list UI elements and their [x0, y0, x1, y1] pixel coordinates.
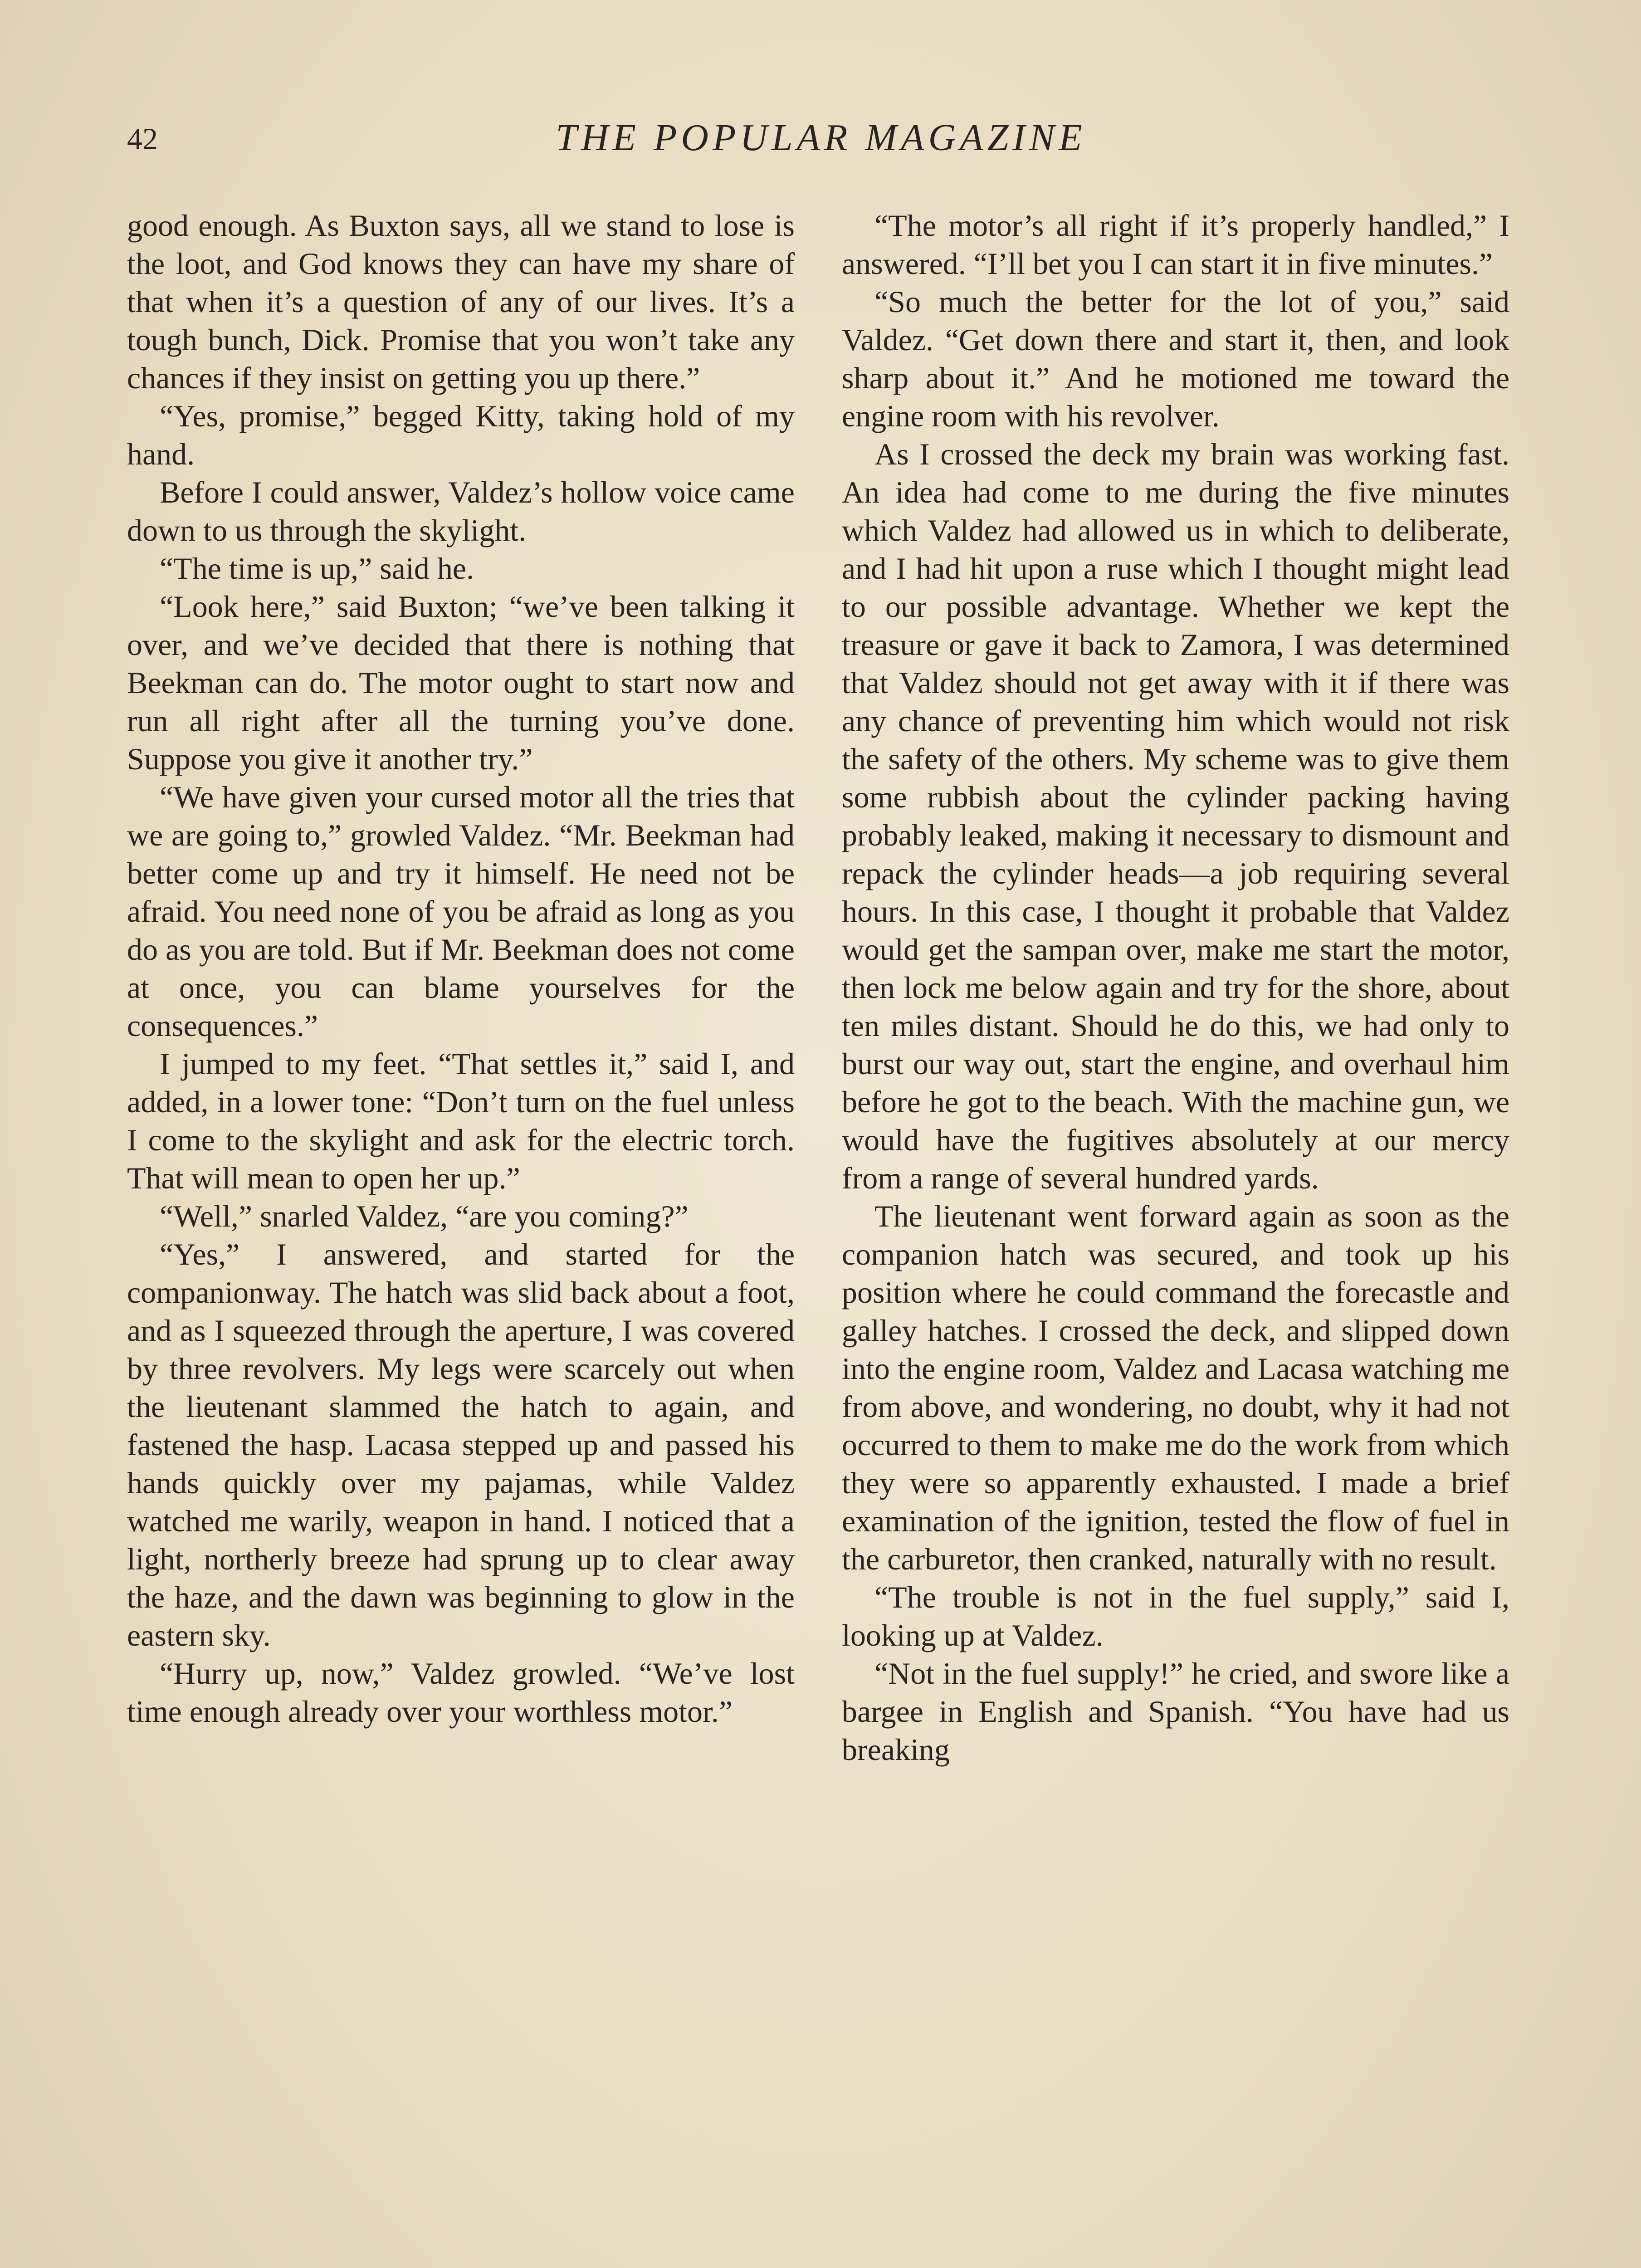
paragraph: “The time is up,” said he. [160, 551, 474, 586]
paragraph: “We have given your cursed motor all the tries that we are going to,” growled Valdez. “Mr. Beekman had better come up and try it himself. He need not be afraid. You need none of you be afraid as long as you do as you are told. But if Mr. Beekman does not come at once, you can blame yourselves for the consequences.” [127, 780, 795, 1043]
paragraph: “Yes,” I answered, and started for the companionway. The hatch was slid back about a foot, and as I squeezed through the aperture, I was covered by three revolvers. My legs were scarcely out when the lieutenant slammed the hatch to again, and fastened the hasp. Lacasa stepped up and passed his hands quickly over my pajamas, while Valdez watched me warily, weapon in hand. I noticed that a light, northerly breeze had sprung up to clear away the haze, and the dawn was beginning to glow in the eastern sky. [127, 1237, 795, 1652]
paragraph: “Not in the fuel supply!” he cried, and swore like a bargee in English and Spanish. “You have had us breaking [842, 1656, 1509, 1767]
running-title: THE POPULAR MAGAZINE [556, 117, 1086, 159]
paragraph: As I crossed the deck my brain was working fast. An idea had come to me during the five minutes which Valdez had allowed us in which to deliberate, and I had hit upon a ruse which I thought might lead to our possible advantage. Whether we kept the treasure or gave it back to Zamora, I was determined that Valdez should not get away with it if there was any chance of preventing him which would not risk the safety of the others. My scheme was to give them some rubbish about the cylinder packing having probably leaked, making it necessary to dismount and repack the cylinder heads—a job requiring several hours. In this case, I thought it probable that Valdez would get the sampan over, make me start the motor, then lock me below again and try for the shore, about ten miles distant. Should he do this, we had only to burst our way out, start the engine, and overhaul him before he got to the beach. With the machine gun, we would have the fugitives absolutely at our mercy from a range of several hundred yards. [842, 437, 1509, 1195]
paragraph: “So much the better for the lot of you,” said Valdez. “Get down there and start it, then, and look sharp about it.” And he motioned me toward the engine room with his revolver. [842, 284, 1509, 433]
page-header [127, 116, 1515, 166]
page-number: 42 [127, 122, 158, 156]
right-column [842, 206, 1509, 1769]
paragraph: “Yes, promise,” begged Kitty, taking hold of my hand. [127, 399, 795, 471]
paragraph: Before I could answer, Valdez’s hollow voice came down to us through the skylight. [127, 475, 795, 547]
paragraph: The lieutenant went forward again as soon as the companion hatch was secured, and took up his position where he could command the forecastle and galley hatches. I crossed the deck, and slipped down into the engine room, Valdez and Lacasa watching me from above, and wondering, no doubt, why it had not occurred to them to make me do the work from which they were so apparently exhausted. I made a brief examination of the ignition, tested the flow of fuel in the carburetor, then cranked, naturally with no result. [842, 1199, 1509, 1576]
paragraph: good enough. As Buxton says, all we stand to lose is the loot, and God knows they can have my share of that when it’s a question of any of our lives. It’s a tough bunch, Dick. Promise that you won’t take any chances if they insist on getting you up there.” [127, 208, 795, 395]
paragraph: “Well,” snarled Valdez, “are you coming?” [160, 1199, 689, 1233]
paragraph: “Look here,” said Buxton; “we’ve been talking it over, and we’ve decided that there is nothing that Beekman can do. The motor ought to start now and run all right after all the turning you’ve done. Suppose you give it another try.” [127, 589, 795, 776]
paragraph: “The motor’s all right if it’s properly handled,” I answered. “I’ll bet you I can start it in five minutes.” [842, 208, 1509, 281]
paragraph: I jumped to my feet. “That settles it,” said I, and added, in a lower tone: “Don’t turn on the fuel unless I come to the skylight and ask for the electric torch. That will mean to open her up.” [127, 1046, 795, 1195]
left-column [127, 206, 795, 1730]
paragraph: “Hurry up, now,” Valdez growled. “We’ve lost time enough already over your worthless motor.” [127, 1656, 795, 1729]
paragraph: “The trouble is not in the fuel supply,” said I, looking up at Valdez. [842, 1580, 1509, 1652]
